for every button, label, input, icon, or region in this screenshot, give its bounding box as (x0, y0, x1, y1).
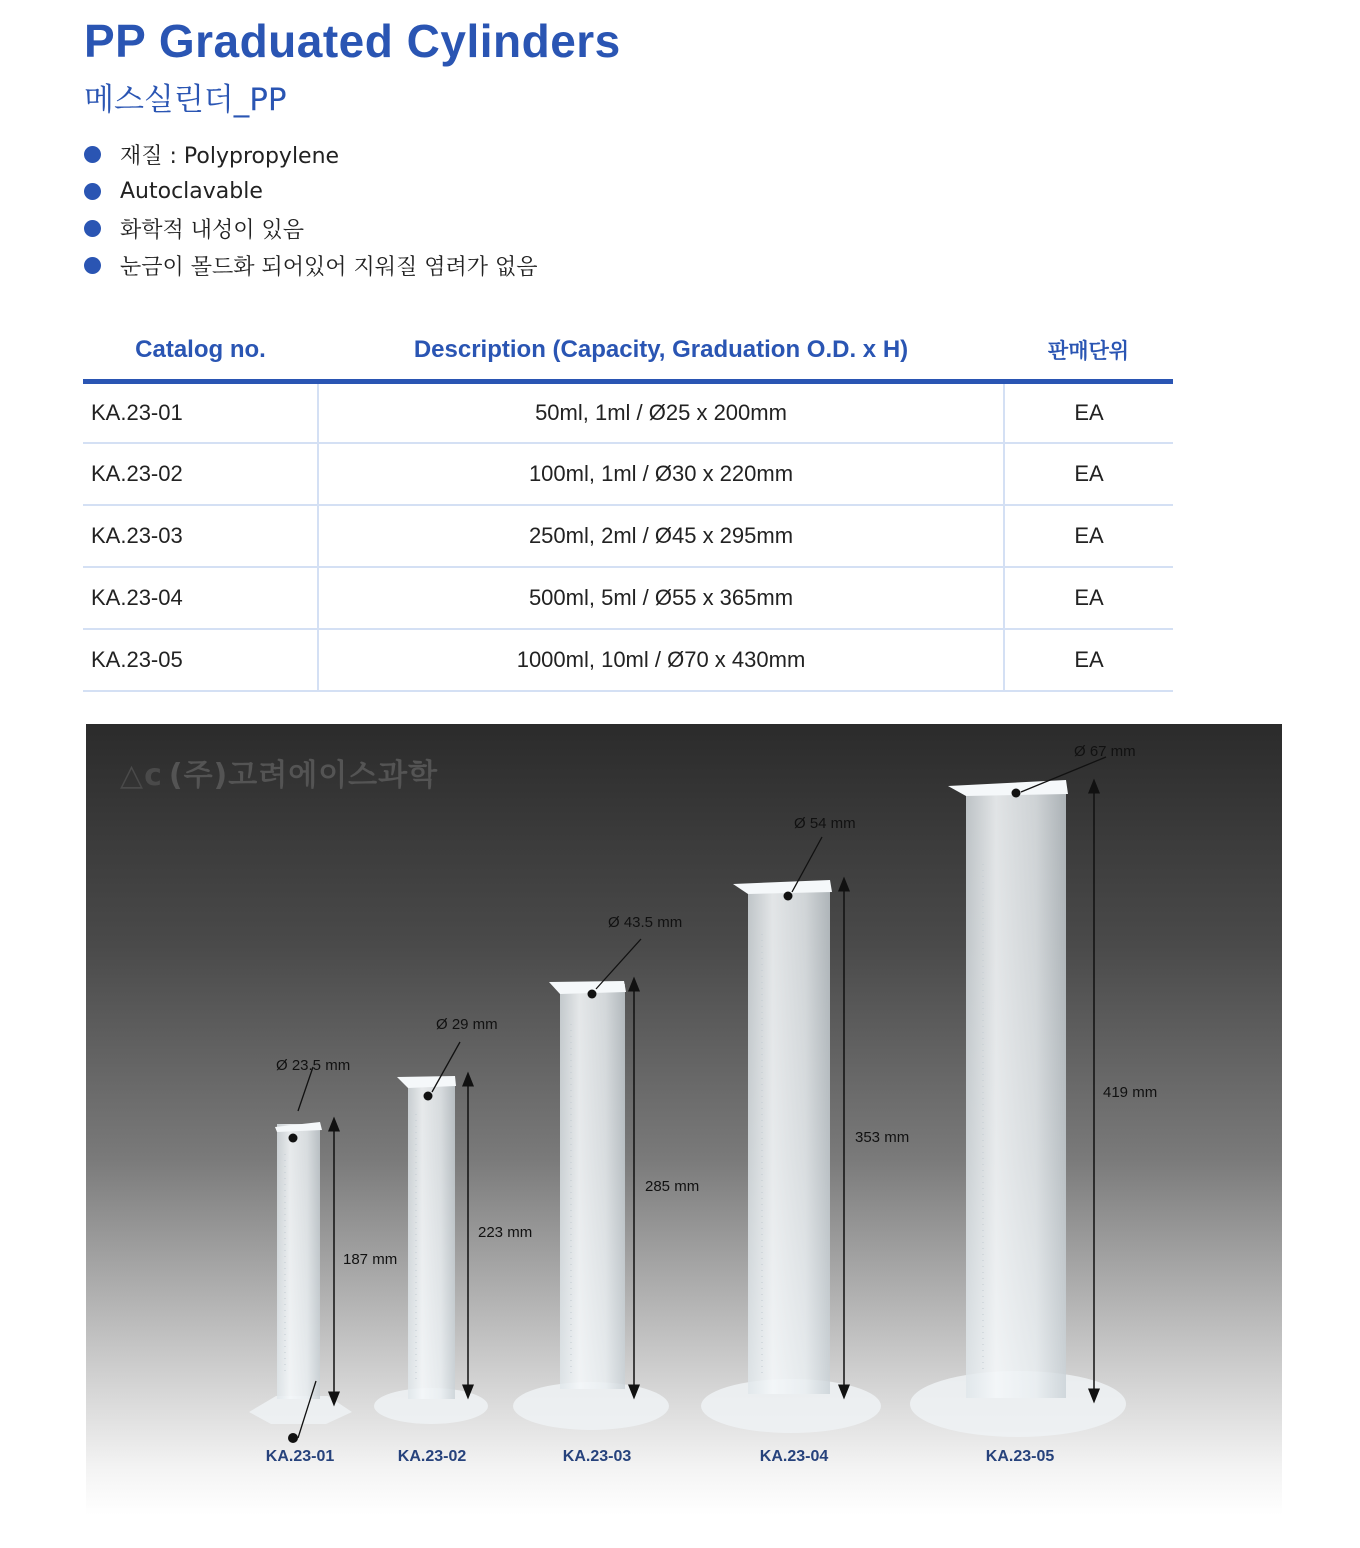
cell-unit: EA (1004, 381, 1173, 443)
logo-mark-icon: △c (120, 758, 163, 793)
height-label: 187 mm (343, 1251, 398, 1268)
cell-unit: EA (1004, 629, 1173, 691)
height-label: 419 mm (1103, 1084, 1158, 1101)
diameter-label: Ø 43.5 mm (608, 914, 683, 931)
cell-description: 500ml, 5ml / Ø55 x 365mm (318, 567, 1004, 629)
diameter-label: Ø 67 mm (1074, 743, 1136, 760)
cylinder-code-label: KA.23-02 (397, 1448, 467, 1465)
feature-item (84, 136, 538, 173)
bullet-icon (84, 146, 101, 163)
feature-text: 재질 : Polypropylene (120, 144, 340, 169)
cell-description: 250ml, 2ml / Ø45 x 295mm (318, 505, 1004, 567)
cylinder-code-label: KA.23-03 (562, 1448, 632, 1465)
company-logo (120, 750, 438, 794)
feature-list (84, 136, 538, 284)
cell-description: 1000ml, 10ml / Ø70 x 430mm (318, 629, 1004, 691)
cell-catalog-no: KA.23-03 (83, 505, 318, 567)
diameter-label: Ø 23.5 mm (276, 1057, 351, 1074)
product-photo (86, 724, 1282, 1515)
height-label: 223 mm (478, 1224, 533, 1241)
cell-description: 50ml, 1ml / Ø25 x 200mm (318, 381, 1004, 443)
cylinder-code-label: KA.23-05 (985, 1448, 1055, 1465)
spec-table (83, 322, 1173, 692)
cell-catalog-no: KA.23-02 (83, 443, 318, 505)
table-row (83, 567, 1173, 629)
table-row (83, 381, 1173, 443)
height-label: 353 mm (855, 1129, 910, 1146)
cell-catalog-no: KA.23-05 (83, 629, 318, 691)
table-row (83, 629, 1173, 691)
height-label: 285 mm (645, 1178, 700, 1195)
page-subtitle: 메스실린더_PP (84, 82, 287, 118)
diameter-label: Ø 29 mm (436, 1016, 498, 1033)
feature-item (84, 247, 538, 284)
feature-text: 눈금이 몰드화 되어있어 지워질 염려가 없음 (120, 255, 538, 280)
feature-text: Autoclavable (120, 179, 263, 204)
cylinder-ka-23-04 (701, 837, 881, 1433)
header-catalog-no: Catalog no. (83, 322, 318, 381)
cell-unit: EA (1004, 505, 1173, 567)
bullet-icon (84, 220, 101, 237)
cylinder-ka-23-02 (374, 1042, 488, 1424)
table-header-row (83, 322, 1173, 381)
cell-unit: EA (1004, 567, 1173, 629)
bullet-icon (84, 183, 101, 200)
table-row (83, 443, 1173, 505)
cylinder-illustration (86, 724, 1282, 1515)
cylinder-ka-23-01 (249, 1067, 352, 1443)
bullet-icon (84, 257, 101, 274)
table-row (83, 505, 1173, 567)
feature-item (84, 210, 538, 247)
cylinder-code-label: KA.23-01 (265, 1448, 335, 1465)
cell-description: 100ml, 1ml / Ø30 x 220mm (318, 443, 1004, 505)
header-description: Description (Capacity, Graduation O.D. x H) (318, 322, 1004, 381)
page-title: PP Graduated Cylinders (84, 15, 621, 67)
diameter-label: Ø 54 mm (794, 815, 856, 832)
feature-text: 화학적 내성이 있음 (120, 218, 305, 243)
cell-unit: EA (1004, 443, 1173, 505)
header-sales-unit: 판매단위 (1004, 322, 1173, 381)
feature-item (84, 173, 538, 210)
company-name: (주)고려에이스과학 (168, 758, 439, 793)
cell-catalog-no: KA.23-04 (83, 567, 318, 629)
cylinder-ka-23-05 (910, 757, 1126, 1437)
cylinder-code-label: KA.23-04 (759, 1448, 829, 1465)
cell-catalog-no: KA.23-01 (83, 381, 318, 443)
